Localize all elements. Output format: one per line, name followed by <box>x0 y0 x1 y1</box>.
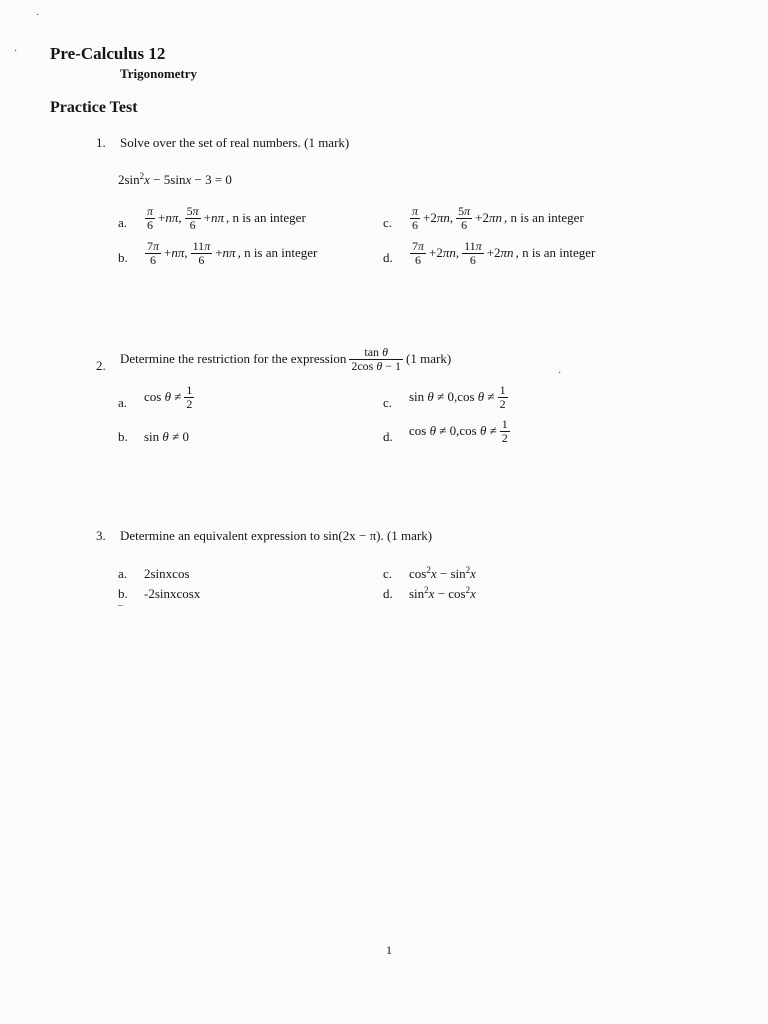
question-1-option-b-suffix: , n is an integer <box>237 245 318 261</box>
question-1-option-c-letter: c. <box>383 215 393 230</box>
question-2-option-b[interactable]: sin θ ≠ 0 <box>144 429 189 444</box>
question-3-option-a[interactable]: 2sinxcos <box>144 566 190 581</box>
question-2-number: 2. <box>96 358 106 373</box>
question-1-option-d[interactable]: $\frac{7\pi}{6}$ +2πn, $\frac{11\pi}{6}$ +2πn , n is an integer <box>412 239 596 267</box>
question-2-prompt: Determine the restriction for the expression <box>120 351 347 367</box>
scan-speck: · <box>36 10 40 21</box>
question-1-option-c-suffix: , n is an integer <box>504 210 584 226</box>
question-3-prompt: Determine an equivalent expression to sin(2x − π). (1 mark) <box>120 528 433 543</box>
question-3-option-c[interactable]: $\cos^2x - \sin^2x$ <box>409 565 476 581</box>
test-title: Practice Test <box>50 99 138 116</box>
question-1-option-b[interactable]: $\frac{7\pi}{6}$ +nπ, $\frac{11\pi}{6}$ +nπ , n is an integer <box>147 239 318 267</box>
question-2-option-a[interactable]: cos θ ≠ $\frac{1}{2}$ <box>144 383 193 411</box>
question-3-option-a-letter: a. <box>118 566 128 581</box>
question-2-option-d-letter: d. <box>383 429 393 444</box>
question-3-option-d-letter: d. <box>383 586 393 601</box>
question-3-option-b-letter: b. <box>118 586 128 601</box>
question-2-prompt-line <box>120 346 451 372</box>
scan-speck: – <box>118 600 123 611</box>
question-1-option-c[interactable]: $\frac{\pi}{6}$ +2πn, $\frac{5\pi}{6}$ +2πn , n is an integer <box>412 204 584 232</box>
course-title: Pre-Calculus 12 <box>50 44 166 63</box>
question-2-option-b-letter: b. <box>118 429 128 444</box>
scan-speck: · <box>14 46 18 57</box>
question-2-expression: $\frac{\text{tan θ}}{\text{2cos θ − 1}}$ <box>351 345 402 373</box>
scan-speck: · <box>558 368 562 379</box>
question-3-option-b[interactable]: -2sinxcosx <box>144 586 201 601</box>
question-2-option-c-letter: c. <box>383 395 393 410</box>
question-1-option-b-letter: b. <box>118 250 128 265</box>
question-1-option-d-letter: d. <box>383 250 393 265</box>
question-3-option-d[interactable]: $\sin^2x - \cos^2x$ <box>409 585 476 601</box>
question-1-option-d-suffix: , n is an integer <box>515 245 596 261</box>
question-1-option-a[interactable]: $\frac{\pi}{6}$ +nπ, $\frac{5\pi}{6}$ +nπ , n is an integer <box>147 204 306 232</box>
question-2-option-d[interactable]: cos θ ≠ 0,cos θ ≠ $\frac{1}{2}$ <box>409 417 508 445</box>
question-1-equation: $2\sin^2x - 5\sin x - 3 = 0$ <box>118 171 232 187</box>
question-2-marks: (1 mark) <box>406 351 452 367</box>
question-1-prompt: Solve over the set of real numbers. (1 mark) <box>120 135 350 150</box>
question-1-option-a-letter: a. <box>118 215 128 230</box>
question-2-option-a-letter: a. <box>118 395 128 410</box>
question-1-number: 1. <box>96 135 106 150</box>
unit-title: Trigonometry <box>120 66 198 81</box>
question-3-number: 3. <box>96 528 106 543</box>
question-1-option-a-suffix: , n is an integer <box>226 210 306 226</box>
page-number: 1 <box>386 943 392 957</box>
question-2-option-c[interactable]: sin θ ≠ 0,cos θ ≠ $\frac{1}{2}$ <box>409 383 506 411</box>
question-3-option-c-letter: c. <box>383 566 393 581</box>
